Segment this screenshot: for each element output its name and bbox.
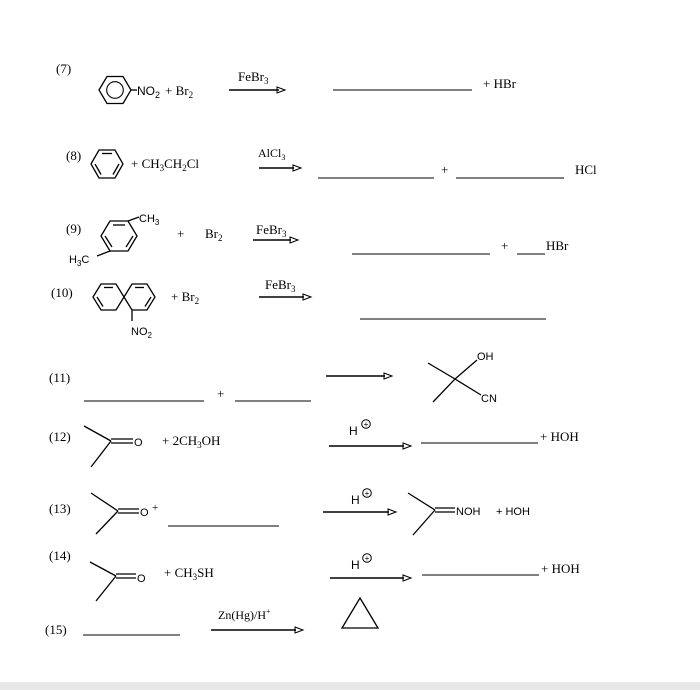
reagent-label: + $Br_2$	[165, 83, 194, 100]
coproduct-label: + HOH	[540, 429, 579, 444]
hydroxyl-label: OH	[477, 351, 494, 363]
cyanohydrin-structure	[428, 360, 481, 402]
plus-sign: +	[441, 162, 449, 177]
catalyst-label: AlCl$_3$	[258, 146, 286, 162]
catalyst-label: FeBr$_3$	[256, 222, 287, 239]
reaction-13	[49, 489, 530, 535]
reaction-8	[66, 146, 597, 178]
svg-text:H: H	[351, 558, 360, 572]
bottom-bar	[0, 682, 700, 690]
oxygen-label: O	[134, 437, 143, 449]
oxygen-label: O	[137, 573, 146, 585]
reaction-14	[49, 548, 580, 601]
reaction-arrow	[211, 627, 303, 633]
oxime-structure	[408, 493, 455, 535]
plus-sign: +	[217, 386, 225, 401]
methyl-label: $H_3C$	[69, 254, 90, 268]
reaction-7	[56, 61, 517, 104]
reaction-arrow	[330, 575, 411, 581]
coproduct-label: + HOH	[496, 506, 530, 518]
reaction-number: (8)	[66, 148, 82, 163]
acid-catalyst-label	[351, 554, 371, 572]
nitro-label: $NO_2$	[137, 84, 161, 100]
acetone-structure	[84, 426, 133, 467]
catalyst-label: FeBr$_3$	[265, 277, 296, 294]
nitro-label: $NO_2$	[131, 326, 152, 340]
svg-text:+: +	[364, 554, 370, 564]
nitrile-label: CN	[481, 393, 497, 405]
plus-sign: +	[501, 238, 509, 253]
catalyst-label: Zn(Hg)/H+	[218, 607, 271, 622]
reagent-label: + $CH_3CH_2Cl$	[131, 156, 199, 173]
plus-sign: +	[152, 502, 159, 514]
reaction-number: (14)	[49, 548, 71, 563]
coproduct-label: HBr	[546, 238, 569, 253]
catalyst-label: FeBr$_3$	[238, 69, 269, 86]
reaction-arrow	[259, 294, 311, 300]
acetone-structure	[90, 562, 136, 601]
svg-text:H: H	[351, 493, 360, 507]
acid-catalyst-label	[349, 420, 370, 438]
naphthalene-ring	[93, 284, 155, 321]
reaction-arrow	[323, 509, 396, 515]
reaction-number: (7)	[56, 61, 72, 76]
reagent-label: + $Br_2$	[171, 289, 200, 306]
coproduct-label: + HOH	[541, 561, 580, 576]
reaction-number: (12)	[49, 429, 71, 444]
acid-catalyst-label	[351, 489, 371, 507]
reaction-9	[66, 213, 569, 268]
reaction-number: (15)	[45, 622, 67, 637]
reaction-arrow	[329, 443, 411, 449]
reaction-number: (9)	[66, 221, 82, 236]
benzene-ring	[91, 150, 123, 178]
reaction-arrow	[253, 237, 298, 243]
reaction-11	[49, 351, 497, 405]
reagent-label: + $2CH_3OH$	[162, 433, 221, 450]
reaction-number: (13)	[49, 501, 71, 516]
svg-text:+: +	[364, 489, 370, 499]
reaction-number: (10)	[51, 285, 73, 300]
cyclopropane-structure	[342, 598, 378, 628]
oxime-label: NOH	[456, 506, 481, 518]
reaction-15	[45, 598, 378, 637]
toluene-ring	[97, 217, 139, 256]
reagent-label: + $CH_3SH$	[164, 565, 214, 582]
oxygen-label: O	[140, 507, 149, 519]
reaction-arrow	[229, 87, 285, 93]
reaction-arrow	[326, 373, 392, 379]
methyl-label: $CH_3$	[139, 213, 160, 227]
reaction-12	[49, 420, 579, 467]
svg-text:H: H	[349, 424, 358, 438]
reagent-label: $Br_2$	[205, 226, 223, 243]
reaction-arrow	[259, 165, 301, 171]
coproduct-label: HCl	[575, 162, 597, 177]
benzene-ring	[99, 77, 131, 104]
svg-text:+: +	[363, 420, 369, 430]
plus-sign: +	[177, 226, 185, 241]
reaction-10	[51, 277, 546, 340]
coproduct-label: + HBr	[483, 76, 516, 91]
reaction-number: (11)	[49, 370, 71, 385]
acetone-structure	[91, 493, 139, 534]
